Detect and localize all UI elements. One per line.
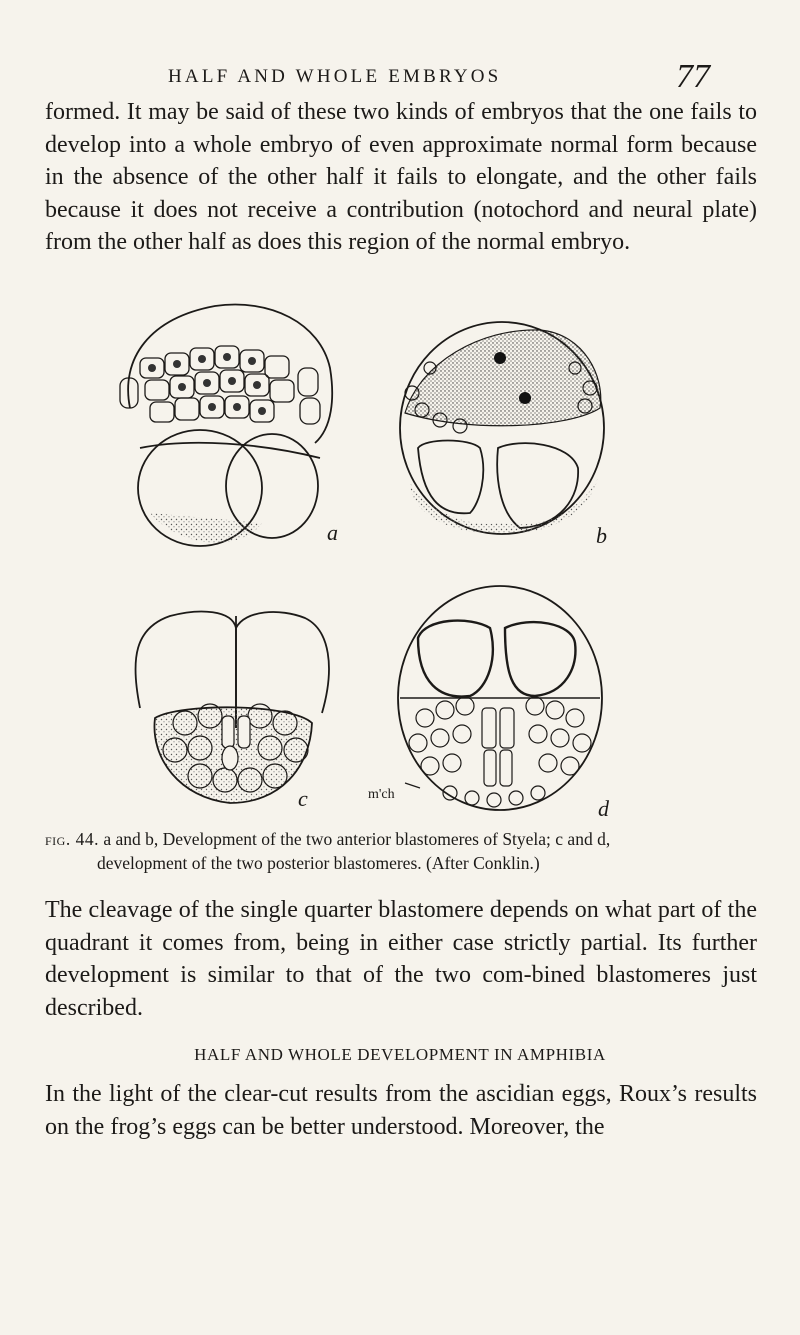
caption-line-2: development of the two posterior blastomeres. (After Conklin.) (97, 853, 540, 873)
paragraph-3: In the light of the clear-cut results from the ascidian eggs, Roux’s results on the frog’s eggs can be better understood. Moreover, the (45, 1081, 757, 1140)
figure-44 (0, 298, 800, 818)
mch-annotation: m'ch (368, 787, 395, 802)
caption-line-1: a and b, Development of the two anterior blastomeres of Styela; c and d, (103, 829, 611, 849)
figure-caption (45, 827, 757, 875)
panel-d-drawing (398, 586, 602, 810)
page-number: 77 (676, 58, 710, 95)
section-heading: HALF AND WHOLE DEVELOPMENT IN AMPHIBIA (194, 1045, 606, 1064)
panel-c-letter: c (298, 786, 308, 811)
panel-a-letter: a (327, 520, 338, 545)
panel-b-drawing (400, 322, 604, 534)
figure-label: fig. 44. (45, 829, 99, 849)
panel-a-drawing (120, 305, 332, 546)
paragraph-1: formed. It may be said of these two kinds of embryos that the one fails to develop into a whole embryo of even approximate normal form because in the absence of the other half it fails to elongate, and the other fails because it does not receive a contribution (notochord and neural plate) from the other half as does this region of the normal embryo. (45, 99, 757, 255)
paragraph-2: The cleavage of the single quarter blastomere depends on what part of the quadrant it comes from, being in either case strictly partial. Its further development is similar to that of the two com-bined blastomeres just described. (45, 897, 757, 1021)
panel-b-letter: b (596, 523, 607, 548)
running-head-title: HALF AND WHOLE EMBRYOS (168, 66, 502, 87)
embryo-illustrations (0, 298, 800, 818)
panel-d-letter: d (598, 796, 609, 818)
panel-c-drawing (135, 612, 328, 803)
